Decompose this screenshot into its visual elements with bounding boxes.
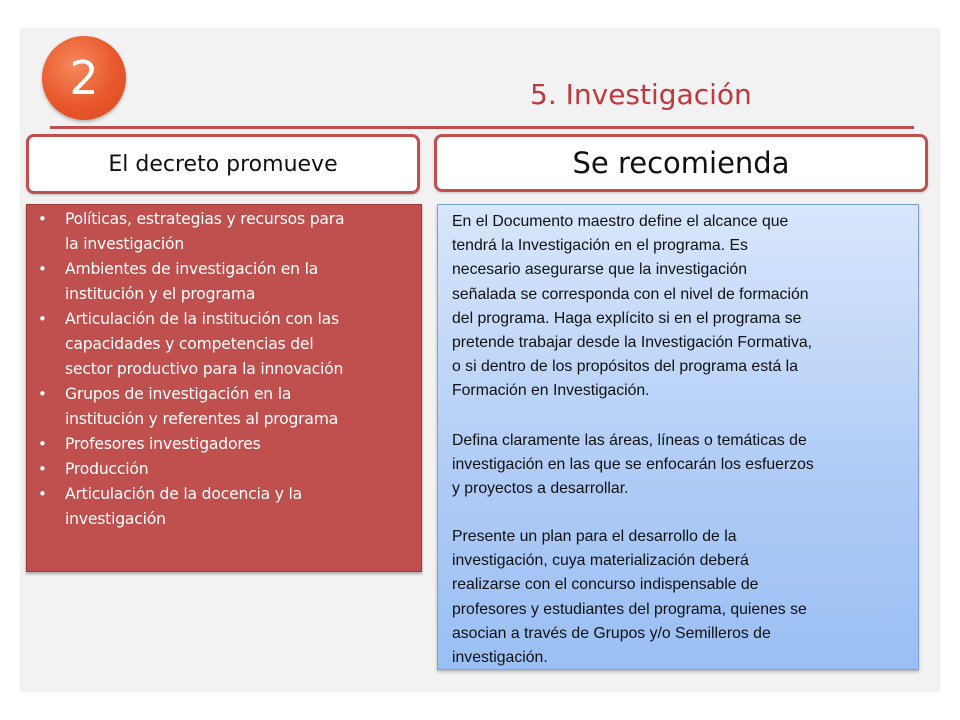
recommendation-paragraph: Defina claramente las áreas, líneas o temáticas de investigación en las que se enfocarán los esfuerzos y proyectos a desarrollar. — [452, 432, 814, 498]
list-item: • Producción — [65, 457, 409, 482]
recommendation-paragraph: En el Documento maestro define el alcance que tendrá la Investigación en el programa. Es necesario asegurarse que la investigación señalada se corresponda con el nivel de formación del programa. Haga explícito si en el programa se pretende trabajar desde la Investigación Formativa, o si dentro de los propósitos del programa está la Formación en Investigación. — [452, 213, 813, 400]
slide-number-badge — [42, 36, 126, 120]
list-item: • Articulación de la docencia y la investigación — [65, 482, 409, 532]
recommendation-paragraph: Presente un plan para el desarrollo de la investigación, cuya materialización deberá realizarse con el concurso indispensable de profesores y estudiantes del programa, quienes se asocian a través de Grupos y/o Semilleros de investigación. — [452, 528, 807, 667]
left-header-box — [26, 134, 420, 194]
left-header-label: El decreto promueve — [108, 151, 338, 177]
title-divider — [50, 126, 914, 129]
list-item: • Políticas, estrategias y recursos para la investigación — [65, 207, 409, 257]
list-item: • Ambientes de investigación en la institución y el programa — [65, 257, 409, 307]
list-item: • Articulación de la institución con las capacidades y competencias del sector productivo para la innovación — [65, 307, 409, 382]
list-item: • Profesores investigadores — [65, 432, 409, 457]
right-header-label: Se recomienda — [572, 146, 790, 180]
decree-list-box — [26, 204, 422, 572]
list-item: • Grupos de investigación en la institución y referentes al programa — [65, 382, 409, 432]
slide-number: 2 — [69, 51, 99, 105]
decree-list — [27, 207, 409, 532]
page-title: 5. Investigación — [530, 78, 752, 111]
right-header-box — [434, 134, 928, 192]
recommendation-box — [437, 204, 919, 670]
